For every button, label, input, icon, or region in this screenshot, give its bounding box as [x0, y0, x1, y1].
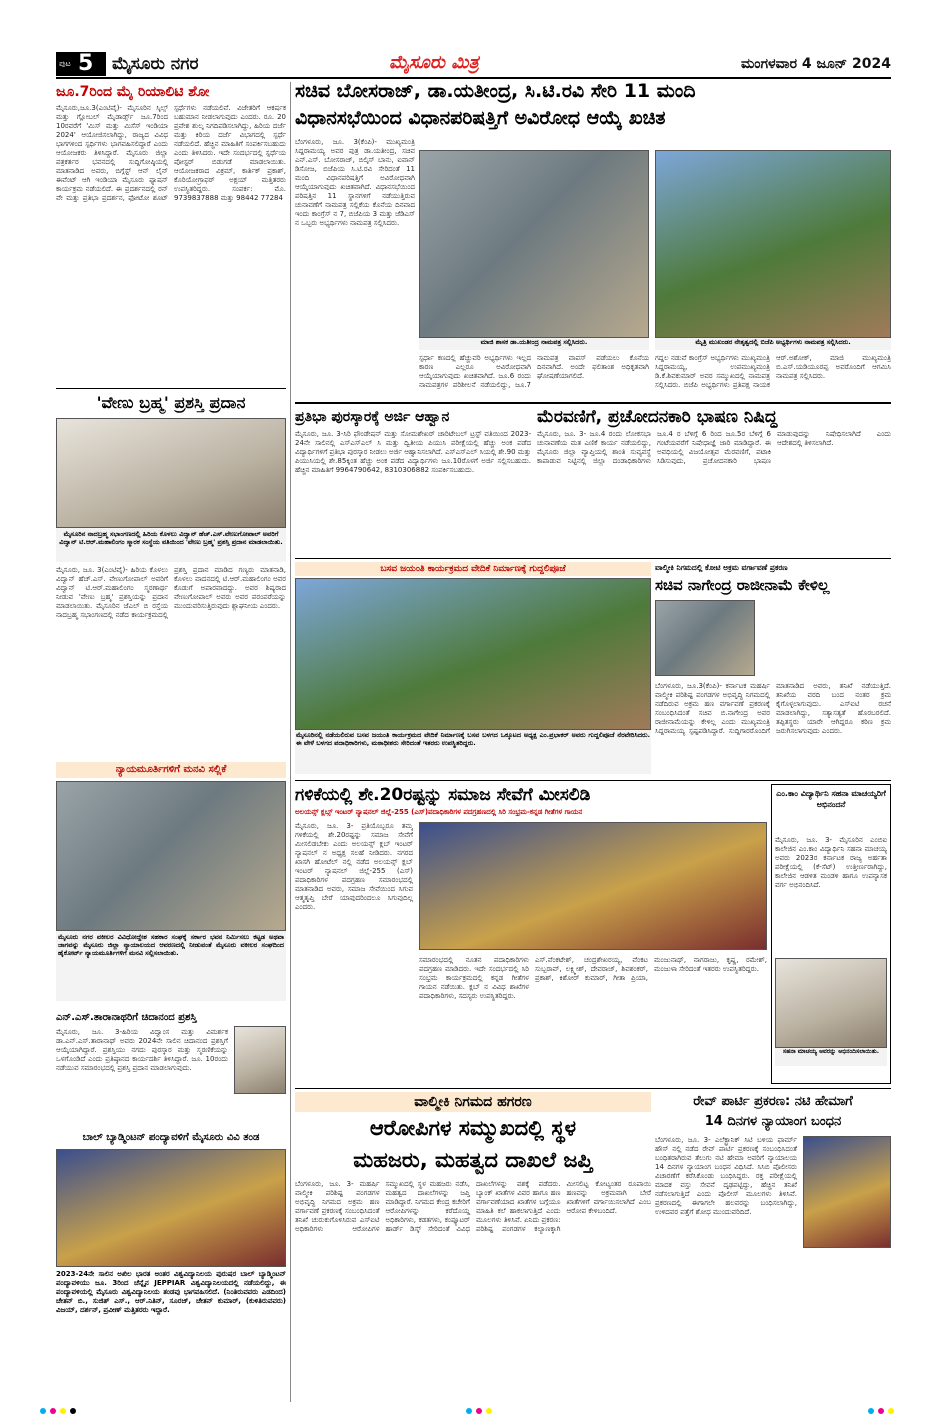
- page-number: 5: [78, 51, 94, 76]
- article-body-mid: ಸ್ಪರ್ಧಾ ಕಣದಲ್ಲಿ ಹೆಚ್ಚುವರಿ ಅಭ್ಯರ್ಥಿಗಳು ಇಲ್ಲದ ಕಾರಣ ಎಲ್ಲರೂ ಅವಿರೋಧವಾಗಿ ಆಯ್ಕೆಯಾಗುವುದು ಖಚಿತವಾಗಿದೆ. ಜೂ.6 ರಂದು ನಾಮಪತ್ರಗಳ ಪರಿಶೀಲನೆ ನಡೆಯಲಿದ್ದು, ಜೂ.7 ನಾಮಪತ್ರ ವಾಪಸ್ ಪಡೆಯಲು ಕೊನೆಯ ದಿನವಾಗಿದೆ. ಅಂದೇ ಫಲಿತಾಂಶ ಅಧಿಕೃತವಾಗಿ ಘೋಷಣೆಯಾಗಲಿದೆ.: [419, 354, 649, 389]
- registration-dot: [60, 1408, 66, 1414]
- reality-show-article: [56, 82, 286, 386]
- registration-dot: [486, 1408, 492, 1414]
- article-headline: ಮೆರವಣಿಗೆ, ಪ್ರಚೋದನಕಾರಿ ಭಾಷಣ ನಿಷಿದ್ಧ: [537, 407, 778, 427]
- article-body-left: ಬೆಂಗಳೂರು, ಜೂ. 3(ಕೆಂಪಿ)- ಮುಖ್ಯಮಂತ್ರಿ ಸಿದ್ದರಾಮಯ್ಯ ಅವರ ಪುತ್ರ ಡಾ.ಯತೀಂದ್ರ, ಸಚಿವ ಎನ್.ಎಸ್. ಬೋಸರಾಜ್, ಬಿಲ್ಕಿಸ್ ಬಾನು, ಐವಾನ್ ಡಿಸೋಜ, ಬಿಜೆಪಿಯ ಸಿ.ಟಿ.ರವಿ ಸೇರಿದಂತೆ 11 ಮಂದಿ ವಿಧಾನಪರಿಷತ್ತಿಗೆ ಅವಿರೋಧವಾಗಿ ಆಯ್ಕೆಯಾಗುವುದು ಖಚಿತವಾಗಿದೆ. ವಿಧಾನಸಭೆಯಿಂದ ಪರಿಷತ್ತಿನ 11 ಸ್ಥಾನಗಳಿಗೆ ನಡೆಯುತ್ತಿರುವ ಚುನಾವಣೆಗೆ ನಾಮಪತ್ರ ಸಲ್ಲಿಕೆಯ ಕೊನೆಯ ದಿನವಾದ ಇಂದು ಕಾಂಗ್ರೆಸ್ ನ 7, ಬಿಜೆಪಿಯ 3 ಮತ್ತು ಜೆಡಿಎಸ್ ನ ಒಬ್ಬರು ಅಭ್ಯರ್ಥಿಗಳು ನಾಮಪತ್ರ ಸಲ್ಲಿಸಿದರು.: [295, 138, 415, 227]
- page-number-tag: [56, 52, 106, 76]
- article-body: ಬೆಂಗಳೂರು, ಜೂ.3(ಕೆಂಪಿ)- ಕರ್ನಾಟಕ ಮಹರ್ಷಿ ವಾಲ್ಮೀಕಿ ಪರಿಶಿಷ್ಟ ಪಂಗಡಗಳ ಅಭಿವೃದ್ಧಿ ನಿಗಮದಲ್ಲಿ ನಡೆದಿರುವ ಅಕ್ರಮ ಹಣ ವರ್ಗಾವಣೆ ಪ್ರಕರಣಕ್ಕೆ ಸಂಬಂಧಿಸಿದಂತೆ ಸಚಿವ ಬಿ.ನಾಗೇಂದ್ರ ಅವರ ರಾಜೀನಾಮೆಯನ್ನು ಕೇಳಿಲ್ಲ ಎಂದು ಮುಖ್ಯಮಂತ್ರಿ ಸಿದ್ದರಾಮಯ್ಯ ಸ್ಪಷ್ಟಪಡಿಸಿದ್ದಾರೆ. ಸುದ್ದಿಗಾರರೊಂದಿಗೆ ಮಾತನಾಡಿದ ಅವರು, ತನಿಖೆ ನಡೆಯುತ್ತಿದೆ. ತನಿಖೆಯ ವರದಿ ಬಂದ ನಂತರ ಕ್ರಮ ಕೈಗೊಳ್ಳಲಾಗುವುದು. ಎಸ್ಐಟಿ ರಚನೆ ಮಾಡಲಾಗಿದ್ದು, ಸತ್ಯಾಸತ್ಯತೆ ಹೊರಬರಲಿದೆ. ತಪ್ಪಿತಸ್ಥರು ಯಾರೇ ಆಗಿದ್ದರೂ ಕಠಿಣ ಕ್ರಮ ಜರುಗಿಸಲಾಗುವುದು ಎಂದರು.: [655, 682, 891, 735]
- procession-article: [537, 406, 891, 556]
- headline-line-2: 14 ದಿನಗಳ ನ್ಯಾಯಾಂಗ ಬಂಧನ: [704, 1114, 842, 1129]
- photo-caption-2: ಮೈತ್ರಿ ಮುಖಂಡರ ನೇತೃತ್ವದಲ್ಲಿ ಬಿಜೆಪಿ ಅಭ್ಯರ್ಥಿಗಳು ನಾಮಪತ್ರ ಸಲ್ಲಿಸಿದರು.: [655, 338, 891, 350]
- mlc-election-article: [295, 78, 891, 398]
- photo-caption-1: ಮಾಜಿ ಶಾಸಕ ಡಾ.ಯತೀಂದ್ರ ನಾಮಪತ್ರ ಸಲ್ಲಿಸಿದರು.: [419, 338, 649, 350]
- article-kicker: ವಾಲ್ಮೀಕಿ ನಿಗಮದಲ್ಲಿ ಕೋಟಿ ಅಕ್ರಮ ವರ್ಗಾವಣೆ ಪ್ರಕರಣ: [655, 563, 788, 572]
- photo-caption: ಸಹನಾ ಮಾಚಯ್ಯ ಅವರನ್ನು ಅಭಿನಂದಿಸಲಾಯಿತು.: [775, 1048, 887, 1066]
- photo-caption: ಮೈಸೂರಿನಲ್ಲಿ ನಡೆಯಲಿರುವ ಬಸವ ಜಯಂತಿ ಕಾರ್ಯಕ್ರಮದ ವೇದಿಕೆ ನಿರ್ಮಾಣಕ್ಕೆ ಬಸವ ಬಳಗದ ಒಕ್ಕೂಟದ ಅಧ್ಯಕ್ಷ ಎಂ.ಪ್ರಭಾಕರ್ ಅವರು ಗುದ್ದಲಿಪೂಜೆ ನೆರವೇರಿಸಿದರು. ಈ ವೇಳೆ ಬಳಗದ ಪದಾಧಿಕಾರಿಗಳು, ಮಠಾಧೀಶರು ಸೇರಿದಂತೆ ಇತರರು ಉಪಸ್ಥಿತರಿದ್ದರು.: [295, 730, 651, 774]
- divider: [295, 780, 891, 781]
- article-body: ಬೆಂಗಳೂರು, ಜೂ. 3- ಮಹರ್ಷಿ ವಾಲ್ಮೀಕಿ ಪರಿಶಿಷ್ಟ ಪಂಗಡಗಳ ಅಭಿವೃದ್ಧಿ ನಿಗಮದ ಅಕ್ರಮ ಹಣ ವರ್ಗಾವಣೆ ಪ್ರಕರಣಕ್ಕೆ ಸಂಬಂಧಿಸಿದಂತೆ ತನಿಖೆ ಚುರುಕುಗೊಳಿಸಿರುವ ಎಸ್ಐಟಿ ಅಧಿಕಾರಿಗಳು ಆರೋಪಿಗಳ ಸಮ್ಮುಖದಲ್ಲಿ ಸ್ಥಳ ಮಹಜರು ನಡೆಸಿ, ಮಹತ್ವದ ದಾಖಲೆಗಳನ್ನು ಜಪ್ತಿ ಮಾಡಿದ್ದಾರೆ. ನಿಗಮದ ಕೇಂದ್ರ ಕಚೇರಿಗೆ ಆರೋಪಿಗಳನ್ನು ಕರೆದೊಯ್ದ ಅಧಿಕಾರಿಗಳು, ಕಡತಗಳು, ಕಂಪ್ಯೂಟರ್ ಹಾರ್ಡ್ ಡಿಸ್ಕ್ ಸೇರಿದಂತೆ ವಿವಿಧ ದಾಖಲೆಗಳನ್ನು ವಶಕ್ಕೆ ಪಡೆದರು. ಬ್ಯಾಂಕ್ ಖಾತೆಗಳ ವಿವರ ಹಾಗೂ ಹಣ ವರ್ಗಾವಣೆಯಾದ ಖಾತೆಗಳ ಬಗ್ಗೆಯೂ ಮಾಹಿತಿ ಕಲೆ ಹಾಕಲಾಗುತ್ತಿದೆ ಎಂದು ಮೂಲಗಳು ತಿಳಿಸಿವೆ. ಏನಿದು ಪ್ರಕರಣ: ಪರಿಶಿಷ್ಟ ಪಂಗಡಗಳ ಕಲ್ಯಾಣಕ್ಕಾಗಿ ಮೀಸಲಿಟ್ಟ ಕೋಟ್ಯಂತರ ರೂಪಾಯಿ ಹಣವನ್ನು ಅಕ್ರಮವಾಗಿ ಬೇರೆ ಖಾತೆಗಳಿಗೆ ವರ್ಗಾಯಿಸಲಾಗಿದೆ ಎಂಬ ಆರೋಪ ಕೇಳಿಬಂದಿದೆ.: [295, 1180, 651, 1233]
- photo-caption: ಮೈಸೂರು ನಗರ ವಕೀಲರ ವಿವಿಧೋದ್ದೇಶ ಸಹಕಾರ ಸಂಘಕ್ಕೆ ಸರ್ಕಾರ ಭವನ ನಿರ್ಮಿಸಲು ಕಟ್ಟಡ ಅಥವಾ ಜಾಗವನ್ನು ಮೈಸೂರು ಜಿಲ್ಲಾ ನ್ಯಾಯಾಲಯದ ಆವರಣದಲ್ಲಿ ನೀಡುವಂತೆ ಮೈಸೂರು ವಕೀಲರ ಸಂಘದಿಂದ ಹೈಕೋರ್ಟ್ ನ್ಯಾಯಮೂರ್ತಿಗಳಿಗೆ ಮನವಿ ಸಲ್ಲಿಸಲಾಯಿತು.: [56, 931, 286, 1001]
- article-body: ಮೈಸೂರು, ಜೂ. 3- ಜೂ.4 ರಂದು ಲೋಕಸಭಾ ಚುನಾವಣೆಯ ಮತ ಎಣಿಕೆ ಕಾರ್ಯ ನಡೆಯಲಿದ್ದು, ಮೈಸೂರು ಜಿಲ್ಲಾ ವ್ಯಾಪ್ತಿಯಲ್ಲಿ ಶಾಂತಿ ಸುವ್ಯವಸ್ಥೆ ಕಾಪಾಡುವ ನಿಟ್ಟಿನಲ್ಲಿ ಜಿಲ್ಲಾ ದಂಡಾಧಿಕಾರಿಗಳು ಜೂ.4 ರ ಬೆಳಿಗ್ಗೆ 6 ರಿಂದ ಜೂ.5ರ ಬೆಳಿಗ್ಗೆ 6 ಗಂಟೆಯವರೆಗೆ ನಿಷೇಧಾಜ್ಞೆ ಜಾರಿ ಮಾಡಿದ್ದಾರೆ. ಈ ಅವಧಿಯಲ್ಲಿ ವಿಜಯೋತ್ಸವ ಮೆರವಣಿಗೆ, ಪಟಾಕಿ ಸಿಡಿಸುವುದು, ಪ್ರಚೋದನಕಾರಿ ಭಾಷಣ ಮಾಡುವುದನ್ನು ನಿಷೇಧಿಸಲಾಗಿದೆ ಎಂದು ಆದೇಶದಲ್ಲಿ ತಿಳಿಸಲಾಗಿದೆ.: [537, 430, 891, 465]
- group-photo: [419, 822, 767, 950]
- article-body: ಮೈಸೂರು, ಜೂ. 3- ಮೈಸೂರಿನ ಎಂಬಿಐ ಕಾಲೇಜಿನ ಎಂ.ಕಾಂ ವಿದ್ಯಾರ್ಥಿನಿ ಸಹನಾ ಮಾಚಯ್ಯ ಅವರು 2023ರ ಕರ್ನಾಟಕ ರಾಜ್ಯ ಅರ್ಹತಾ ಪರೀಕ್ಷೆಯಲ್ಲಿ (ಕೆ-ಸೆಟ್) ಉತ್ತೀರ್ಣರಾಗಿದ್ದು, ಕಾಲೇಜಿನ ಆಡಳಿತ ಮಂಡಳಿ ಹಾಗೂ ಉಪನ್ಯಾಸಕ ವರ್ಗ ಅಭಿನಂದಿಸಿದೆ.: [775, 836, 887, 889]
- section-title: ಮೈಸೂರು ನಗರ: [112, 54, 199, 74]
- alliance-club-article: [295, 784, 767, 1084]
- nomination-photo-2: [655, 150, 891, 338]
- article-kicker: ವಾಲ್ಮೀಕಿ ನಿಗಮದ ಹಗರಣ: [295, 1092, 651, 1112]
- registration-dot: [878, 1408, 884, 1414]
- article-headline: ನ್ಯಾಯಮೂರ್ತಿಗಳಿಗೆ ಮನವಿ ಸಲ್ಲಿಕೆ: [56, 762, 286, 778]
- judges-article: [56, 762, 286, 1006]
- photo-caption: ಮೈಸೂರಿನ ನಾದಬ್ರಹ್ಮ ಸಭಾಂಗಣದಲ್ಲಿ ಹಿರಿಯ ಕೊಳಲು ವಿದ್ವಾನ್ ಹೆಚ್.ಎಸ್.ವೇಣುಗೋಪಾಲ್ ಅವರಿಗೆ ವಿದ್ವಾನ್ ಟಿ.ಆರ್.ಮಹಾಲಿಂಗಂ ಸ್ಮಾರಕ ಸಂಸ್ಥೆಯ ವತಿಯಿಂದ 'ವೇಣು ಬ್ರಹ್ಮ' ಪ್ರಶಸ್ತಿ ಪ್ರದಾನ ಮಾಡಲಾಯಿತು.: [56, 528, 286, 562]
- article-body: ಮೈಸೂರು, ಜೂ. 3-ಹಿರಿಯ ವಿದ್ವಾಂಸ ಮತ್ತು ವಿಮರ್ಶಕ ಡಾ.ಎನ್.ಎಸ್.ತಾರಾನಾಥ್ ಅವರು 2024ನೇ ಸಾಲಿನ ಚಿದಾನಂದ ಪ್ರಶಸ್ತಿಗೆ ಆಯ್ಕೆಯಾಗಿದ್ದಾರೆ. ಪ್ರಶಸ್ತಿಯು ನಗದು ಪುರಸ್ಕಾರ ಮತ್ತು ಸ್ಮರಣಿಕೆಯನ್ನು ಒಳಗೊಂಡಿದೆ ಎಂದು ಪ್ರತಿಷ್ಠಾನದ ಕಾರ್ಯದರ್ಶಿ ತಿಳಿಸಿದ್ದಾರೆ. ಜೂ. 10ರಂದು ನಡೆಯುವ ಸಮಾರಂಭದಲ್ಲಿ ಪ್ರಶಸ್ತಿ ಪ್ರದಾನ ಮಾಡಲಾಗುವುದು.: [56, 1028, 228, 1072]
- judges-photo: [56, 781, 286, 931]
- article-headline: ಜೂ.7ರಿಂದ ಮೈ ರಿಯಾಲಿಟಿ ಶೋ: [56, 84, 210, 100]
- article-subhead: ಅಲಯನ್ಸ್ ಕ್ಲಬ್ಸ್ ಇಂಟರ್ ನ್ಯಾಷನಲ್ ಜಿಲ್ಲೆ-255 (ಎಸ್)ಪದಾಧಿಕಾರಿಗಳ ಪದಗ್ರಹಣದಲ್ಲಿ ಸಿರಿ ಸಂಭ್ರಮ-ಕನ್ನಡ ಗೀತೆಗಳ ಗಾಯನ: [295, 808, 583, 816]
- registration-dot: [888, 1408, 894, 1414]
- article-body: ಮೈಸೂರು,ಜೂ.3(ಎಂಟಿವೈ)- ಮೈಸೂರಿನ ಸ್ಕಿಲ್ಸ್ ಮತ್ತು ಗ್ಲೋಬಲ್ ಮೈಡಾರ್ಡ್ಸ್ ಜೂ.7ರಿಂದ 10ರವರೆಗೆ 'ಮಿಸ್ ಮತ್ತು ಮಿಸೆಸ್ ಇಂಡಿಯಾ 2024' ಆಯೋಜಿಸಲಾಗಿದ್ದು, ರಾಜ್ಯದ ವಿವಿಧ ಭಾಗಗಳಿಂದ ಸ್ಪರ್ಧಿಗಳು ಭಾಗವಹಿಸಲಿದ್ದಾರೆ ಎಂದು ಆಯೋಜಕರು ತಿಳಿಸಿದ್ದಾರೆ. ಮೈಸೂರು ಜಿಲ್ಲಾ ಪತ್ರಕರ್ತರ ಭವನದಲ್ಲಿ ಸುದ್ದಿಗೋಷ್ಠಿಯಲ್ಲಿ ಮಾತನಾಡಿದ ಅವರು, ಬಿಗ್ಗೆಸ್ಟ್ ಆನ್ ಲೈನ್ ಈವೆಂಟ್ ಆಗಿ ಇಂಡಿಯಾ ಮೈಸೂರು ಫ್ಯಾಷನ್ ಕಾರ್ಯಕ್ರಮ ನಡೆಯಲಿದೆ. ಈ ಪ್ರದರ್ಶನದಲ್ಲಿ ರನ್ ವೇ ಮತ್ತು ಪ್ರತಿಭಾ ಪ್ರದರ್ಶನ, ಫೋಟೋ ಶೂಟ್ ಸ್ಪರ್ಧೆಗಳು ನಡೆಯಲಿವೆ. ವಿಜೇತರಿಗೆ ಆಕರ್ಷಕ ಬಹುಮಾನ ನೀಡಲಾಗುವುದು ಎಂದರು. ರೂ. 20 ಪ್ರವೇಶ ಶುಲ್ಕ ನಿಗದಿಪಡಿಸಲಾಗಿದ್ದು, ಹಿರಿಯ ದರ್ಜೆ ಮತ್ತು ಕಿರಿಯ ದರ್ಜೆ ವಿಭಾಗದಲ್ಲಿ ಸ್ಪರ್ಧೆ ನಡೆಯಲಿದೆ. ಹೆಚ್ಚಿನ ಮಾಹಿತಿಗೆ ಸಂಪರ್ಕಿಸಬಹುದು ಎಂದು ತಿಳಿಸಿದರು. ಇದೇ ಸಂದರ್ಭದಲ್ಲಿ ಸ್ಪರ್ಧೆಯ ಪೋಸ್ಟರ್ ಬಿಡುಗಡೆ ಮಾಡಲಾಯಿತು. ಆಯೋಜಕರಾದ ವಿಕ್ರಮ್, ಕಾರ್ತಿಕ್ ಪ್ರಕಾಶ್, ಕೊರಿಯೋಗ್ರಾಫರ್ ಅಕ್ಷಯ್ ಮತ್ತಿತರರು ಉಪಸ್ಥಿತರಿದ್ದರು. ಸಂಪರ್ಕ: ಮೊ. 9739837888 ಮತ್ತು 98442 77284: [56, 104, 286, 202]
- registration-dot: [50, 1408, 56, 1414]
- student-photo: [775, 958, 887, 1048]
- ground-breaking-photo: [295, 578, 651, 730]
- photo-banner: ಬಸವ ಜಯಂತಿ ಕಾರ್ಯಕ್ರಮದ ವೇದಿಕೆ ನಿರ್ಮಾಣಕ್ಕೆ ಗುದ್ದಲಿಪೂಜೆ: [295, 562, 651, 576]
- issue-date: ಮಂಗಳವಾರ 4 ಜೂನ್ 2024: [740, 56, 891, 72]
- registration-dot: [70, 1408, 76, 1414]
- article-body-right: ಗದ್ದಲ ನಡುವೆ ಕಾಂಗ್ರೆಸ್ ಅಭ್ಯರ್ಥಿಗಳು ಮುಖ್ಯಮಂತ್ರಿ ಸಿದ್ದರಾಮಯ್ಯ, ಉಪಮುಖ್ಯಮಂತ್ರಿ ಡಿ.ಕೆ.ಶಿವಕುಮಾರ್ ಅವರ ಸಮ್ಮುಖದಲ್ಲಿ ನಾಮಪತ್ರ ಸಲ್ಲಿಸಿದರು. ಬಿಜೆಪಿ ಅಭ್ಯರ್ಥಿಗಳು ಪ್ರತಿಪಕ್ಷ ನಾಯಕ ಆರ್.ಅಶೋಕ್, ಮಾಜಿ ಮುಖ್ಯಮಂತ್ರಿ ಬಿ.ಎಸ್.ಯಡಿಯೂರಪ್ಪ ಅವರೊಂದಿಗೆ ಆಗಮಿಸಿ ನಾಮಪತ್ರ ಸಲ್ಲಿಸಿದರು.: [655, 354, 891, 389]
- pratibha-article: [295, 406, 531, 556]
- article-headline: ಗಳಿಕೆಯಲ್ಲಿ ಶೇ.20ರಷ್ಟನ್ನು ಸಮಾಜ ಸೇವೆಗೆ ಮೀಸಲಿಡಿ: [295, 785, 591, 805]
- divider: [56, 388, 286, 389]
- article-headline: ಸಚಿವ ನಾಗೇಂದ್ರ ರಾಜೀನಾಮೆ ಕೇಳಿಲ್ಲ: [655, 576, 830, 594]
- valmiki-raid-article: [295, 1092, 651, 1402]
- column-rule: [290, 82, 291, 1402]
- registration-dot: [868, 1408, 874, 1414]
- divider: [295, 1088, 891, 1089]
- registration-dot: [40, 1408, 46, 1414]
- article-headline: ಪ್ರತಿಭಾ ಪುರಸ್ಕಾರಕ್ಕೆ ಅರ್ಜಿ ಆಹ್ವಾನ: [295, 409, 450, 425]
- award-photo: [56, 418, 286, 528]
- article-headline: ಎಂ.ಕಾಂ ವಿದ್ಯಾರ್ಥಿನಿ ಸಹನಾ ಮಾಚಯ್ಯರಿಗೆ ಅಭಿನಂದನೆ: [776, 789, 886, 809]
- divider: [295, 558, 891, 559]
- team-photo: [56, 1149, 286, 1267]
- headline-line-1: ಸಚಿವ ಬೋಸರಾಜ್, ಡಾ.ಯತೀಂದ್ರ, ಸಿ.ಟಿ.ರವಿ ಸೇರಿ 11 ಮಂದಿ: [295, 80, 696, 102]
- article-headline: ಎನ್.ಎಸ್.ತಾರಾನಾಥರಿಗೆ ಚಿದಾನಂದ ಪ್ರಶಸ್ತಿ: [56, 1012, 197, 1023]
- headline-line-2: ಮಹಜರು, ಮಹತ್ವದ ದಾಖಲೆ ಜಪ್ತಿ: [353, 1148, 593, 1172]
- registration-dot: [476, 1408, 482, 1414]
- basava-article: [295, 562, 651, 776]
- badminton-article: [56, 1130, 286, 1402]
- masthead-logo: ಮೈಸೂರು ಮಿತ್ರ: [389, 52, 479, 73]
- registration-dot: [466, 1408, 472, 1414]
- portrait-photo: [234, 1026, 286, 1094]
- venu-brahma-article: [56, 390, 286, 746]
- article-body-right: ಎಸ್.ವೆಂಕಟೇಶ್, ಚಂದ್ರಶೇಖರಯ್ಯ, ವೆಂಕಟ ಸುಬ್ಬರಾವ್, ಲಕ್ಷ್ಮೀಶ್, ದೇವರಾಜ್, ಶಿವಶಂಕರ್, ಪ್ರಕಾಶ್, ಕಿಶೋರ್ ಕುಮಾರ್, ಗೀತಾ ಪ್ರಿಯಾ, ಮಂಜುನಾಥ್, ನಾಗರಾಜು, ಕೃಷ್ಣ, ರಮೇಶ್, ಮಂಜುಳಾ ಸೇರಿದಂತೆ ಇತರರು ಉಪಸ್ಥಿತರಿದ್ದರು.: [535, 956, 767, 982]
- headline-line-2: ವಿಧಾನಸಭೆಯಿಂದ ವಿಧಾನಪರಿಷತ್ತಿಗೆ ಅವಿರೋಧ ಆಯ್ಕೆ ಖಚಿತ: [295, 107, 666, 129]
- page-header: [56, 52, 891, 76]
- page-word: ಪುಟ: [59, 59, 71, 68]
- divider: [295, 402, 891, 404]
- article-body-mid: ಸಮಾರಂಭದಲ್ಲಿ ನೂತನ ಪದಾಧಿಕಾರಿಗಳು ಪದಗ್ರಹಣ ಮಾಡಿದರು. ಇದೇ ಸಂದರ್ಭದಲ್ಲಿ ಸಿರಿ ಸಂಭ್ರಮ ಕಾರ್ಯಕ್ರಮದಲ್ಲಿ ಕನ್ನಡ ಗೀತೆಗಳ ಗಾಯನ ನಡೆಯಿತು. ಕ್ಲಬ್ ನ ವಿವಿಧ ಶಾಖೆಗಳ ಪದಾಧಿಕಾರಿಗಳು, ಸದಸ್ಯರು ಉಪಸ್ಥಿತರಿದ್ದರು.: [419, 956, 529, 1000]
- article-headline: ಬಾಲ್ ಬ್ಯಾಡ್ಮಿಂಟನ್ ಪಂದ್ಯಾವಳಿಗೆ ಮೈಸೂರು ವಿವಿ ತಂಡ: [82, 1132, 260, 1143]
- minister-photo: [655, 600, 755, 676]
- article-body: ಮೈಸೂರು, ಜೂ. 3-ಸಿರಿ ಫೌಂಡೇಷನ್ ಮತ್ತು ಸೋಮಶೇಖರ್ ಚಾರಿಟೇಬಲ್ ಟ್ರಸ್ಟ್ ವತಿಯಿಂದ 2023-24ನೇ ಸಾಲಿನಲ್ಲಿ ಎಸ್ಎಸ್ಎಲ್ ಸಿ ಮತ್ತು ದ್ವಿತೀಯ ಪಿಯುಸಿ ಪರೀಕ್ಷೆಯಲ್ಲಿ ಹೆಚ್ಚು ಅಂಕ ಪಡೆದ ವಿದ್ಯಾರ್ಥಿಗಳಿಗೆ ಪ್ರತಿಭಾ ಪುರಸ್ಕಾರ ನೀಡಲು ಅರ್ಜಿ ಆಹ್ವಾನಿಸಲಾಗಿದೆ. ಎಸ್ಎಸ್ಎಲ್ ಸಿಯಲ್ಲಿ ಶೇ.90 ಮತ್ತು ಪಿಯುಸಿಯಲ್ಲಿ ಶೇ.85ಕ್ಕಿಂತ ಹೆಚ್ಚು ಅಂಕ ಪಡೆದ ವಿದ್ಯಾರ್ಥಿಗಳು ಜೂ.10ರೊಳಗೆ ಅರ್ಜಿ ಸಲ್ಲಿಸಬಹುದು. ಹೆಚ್ಚಿನ ಮಾಹಿತಿಗೆ 9964790642, 8310306882 ಸಂಪರ್ಕಿಸಬಹುದು.: [295, 430, 531, 474]
- article-body: ಮೈಸೂರು, ಜೂ. 3(ಎಂಟಿವೈ)- ಹಿರಿಯ ಕೊಳಲು ವಿದ್ವಾನ್ ಹೆಚ್.ಎಸ್. ವೇಣುಗೋಪಾಲ್ ಅವರಿಗೆ ವಿದ್ವಾನ್ ಟಿ.ಆರ್.ಮಹಾಲಿಂಗಂ ಸ್ಮರಣಾರ್ಥ ನೀಡುವ 'ವೇಣು ಬ್ರಹ್ಮ' ಪ್ರಶಸ್ತಿಯನ್ನು ಪ್ರದಾನ ಮಾಡಲಾಯಿತು. ಮೈಸೂರಿನ ಜೆಎಲ್ ಬಿ ರಸ್ತೆಯ ನಾದಬ್ರಹ್ಮ ಸಭಾಂಗಣದಲ್ಲಿ ನಡೆದ ಕಾರ್ಯಕ್ರಮದಲ್ಲಿ ಪ್ರಶಸ್ತಿ ಪ್ರದಾನ ಮಾಡಿದ ಗಣ್ಯರು ಮಾತನಾಡಿ, ಕೊಳಲು ವಾದನದಲ್ಲಿ ಟಿ.ಆರ್.ಮಹಾಲಿಂಗಂ ಅವರ ಕೊಡುಗೆ ಅಪಾರವಾದದ್ದು. ಅವರ ಶಿಷ್ಯರಾದ ವೇಣುಗೋಪಾಲ್ ಅವರು ಅವರ ಪರಂಪರೆಯನ್ನು ಮುಂದುವರಿಸುತ್ತಿರುವುದು ಶ್ಲಾಘನೀಯ ಎಂದರು.: [56, 566, 286, 619]
- headline-line-1: ಆರೋಪಿಗಳ ಸಮ್ಮುಖದಲ್ಲಿ ಸ್ಥಳ: [369, 1116, 577, 1140]
- article-body-left: ಮೈಸೂರು, ಜೂ. 3- ಪ್ರತಿಯೊಬ್ಬರೂ ತಮ್ಮ ಗಳಿಕೆಯಲ್ಲಿ ಶೇ.20ರಷ್ಟನ್ನು ಸಮಾಜ ಸೇವೆಗೆ ಮೀಸಲಿಡಬೇಕು ಎಂದು ಅಲಯನ್ಸ್ ಕ್ಲಬ್ ಇಂಟರ್ ನ್ಯಾಷನಲ್ ನ ಅಧ್ಯಕ್ಷ ಸಲಹೆ ನೀಡಿದರು. ನಗರದ ಖಾಸಗಿ ಹೋಟೆಲ್ ನಲ್ಲಿ ನಡೆದ ಅಲಯನ್ಸ್ ಕ್ಲಬ್ ಇಂಟರ್ ನ್ಯಾಷನಲ್ ಜಿಲ್ಲೆ-255 (ಎಸ್) ಪದಾಧಿಕಾರಿಗಳ ಪದಗ್ರಹಣ ಸಮಾರಂಭದಲ್ಲಿ ಮಾತನಾಡಿದ ಅವರು, ಸಮಾಜ ಸೇವೆಯಿಂದ ಸಿಗುವ ಆತ್ಮತೃಪ್ತಿ ಬೇರೆ ಯಾವುದರಿಂದಲೂ ಸಿಗುವುದಿಲ್ಲ ಎಂದರು.: [295, 822, 413, 911]
- headline-line-1: ರೇವ್ ಪಾರ್ಟಿ ಪ್ರಕರಣ: ನಟಿ ಹೇಮಾಗೆ: [693, 1094, 853, 1109]
- photo-caption: 2023-24ನೇ ಸಾಲಿನ ಅಖಿಲ ಭಾರತ ಅಂತರ ವಿಶ್ವವಿದ್ಯಾನಿಲಯ ಪುರುಷರ ಬಾಲ್ ಬ್ಯಾಡ್ಮಿಂಟನ್ ಪಂದ್ಯಾವಳಿಯು ಜೂ. 3ರಿಂದ ಚೆನ್ನೈನ JEPPIAR ವಿಶ್ವವಿದ್ಯಾನಿಲಯದಲ್ಲಿ ನಡೆಯಲಿದ್ದು, ಈ ಪಂದ್ಯಾವಳಿಯಲ್ಲಿ ಮೈಸೂರು ವಿಶ್ವವಿದ್ಯಾನಿಲಯ ತಂಡವು ಭಾಗವಹಿಸಲಿದೆ. (ನಿಂತಿರುವವರು ಎಡದಿಂದ) ಚೇತನ್ ಬಿ., ಸುಜಿತ್ ಎಸ್., ಆರ್.ನಿತಿನ್, ಸೂರಜ್, ಚೇತನ್ ಕುಮಾರ್, (ಕುಳಿತಿರುವವರು) ವಿಜಯ್, ದರ್ಶನ್, ಪ್ರವೀಣ್ ಮತ್ತಿತರರು ಇದ್ದಾರೆ.: [56, 1270, 286, 1314]
- article-body: ಬೆಂಗಳೂರು, ಜೂ. 3- ಎಲೆಕ್ಟ್ರಾನಿಕ್ ಸಿಟಿ ಬಳಿಯ ಫಾರ್ಮ್ ಹೌಸ್ ನಲ್ಲಿ ನಡೆದ ರೇವ್ ಪಾರ್ಟಿ ಪ್ರಕರಣಕ್ಕೆ ಸಂಬಂಧಿಸಿದಂತೆ ಬಂಧಿತರಾಗಿರುವ ತೆಲುಗು ನಟಿ ಹೇಮಾ ಅವರಿಗೆ ನ್ಯಾಯಾಲಯ 14 ದಿನಗಳ ನ್ಯಾಯಾಂಗ ಬಂಧನ ವಿಧಿಸಿದೆ. ಸಿಸಿಬಿ ಪೊಲೀಸರು ವಿಚಾರಣೆಗೆ ಕರೆಸಿಕೊಂಡು ಬಂಧಿಸಿದ್ದರು. ರಕ್ತ ಪರೀಕ್ಷೆಯಲ್ಲಿ ಮಾದಕ ವಸ್ತು ಸೇವನೆ ದೃಢಪಟ್ಟಿದ್ದು, ಹೆಚ್ಚಿನ ತನಿಖೆ ನಡೆಸಲಾಗುತ್ತಿದೆ ಎಂದು ಪೊಲೀಸ್ ಮೂಲಗಳು ತಿಳಿಸಿವೆ. ಪ್ರಕರಣದಲ್ಲಿ ಈಗಾಗಲೇ ಹಲವರನ್ನು ಬಂಧಿಸಲಾಗಿದ್ದು, ಉಳಿದವರ ಪತ್ತೆಗೆ ಶೋಧ ಮುಂದುವರಿದಿದೆ.: [655, 1136, 797, 1216]
- nomination-photo-1: [419, 150, 649, 338]
- award-article: [56, 1010, 286, 1120]
- actress-photo: [803, 1136, 891, 1248]
- article-headline: 'ವೇಣು ಬ್ರಹ್ಮ' ಪ್ರಶಸ್ತಿ ಪ್ರದಾನ: [96, 393, 246, 412]
- mcom-article: [771, 784, 891, 1084]
- rave-party-article: [655, 1092, 891, 1402]
- valmiki-resign-article: [655, 562, 891, 776]
